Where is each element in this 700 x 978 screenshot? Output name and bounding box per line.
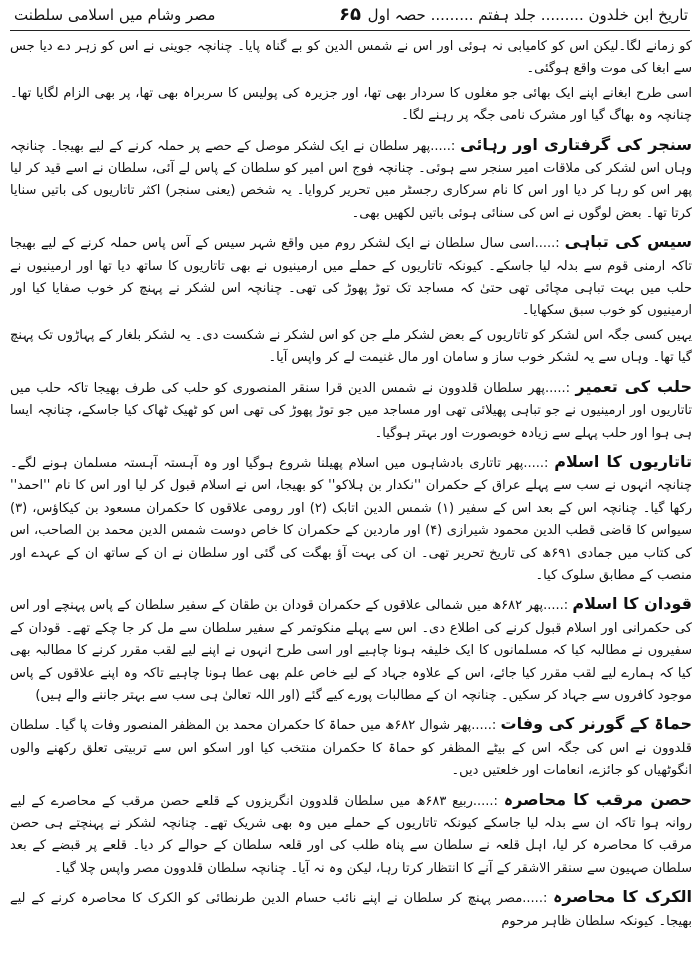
- paragraph: [10, 713, 692, 782]
- paragraph-text: :.....پھر شوال ۶۸۲ھ میں حماۃ کا حکمران محمد بن المظفر المنصور وفات پا گیا۔ سلطان قلدوون نے اس کی جگہ اس کے بیٹے المظفر کو حماۃ کا حکمران منتخب کیا اور اسکو اس سے تربیتی تعلق رکھنے والوں انگوٹھیاں کو جائزے، انعامات اور خلعتیں دیں۔: [10, 718, 692, 779]
- paragraph: [10, 325, 692, 370]
- paragraph: [10, 451, 692, 587]
- book-title: تاریخ ابن خلدون ......... جلد ہفتم ......... حصہ اول: [367, 6, 688, 24]
- section-heading: سیس کی تباہی: [564, 232, 692, 252]
- paragraph: [10, 231, 692, 323]
- paragraph: [10, 36, 692, 81]
- paragraph-text: کو زمانے لگا۔لیکن اس کو کامیابی نہ ہوئی اور اس نے شمس الدین کو بے گناہ پایا۔ چنانچہ جوینی نے اس کو زہر دے دیا جس سے ابغا کی موت واقع ہوگئی۔: [10, 39, 692, 77]
- paragraph-text: یہیں کسی جگہ اس لشکر کو تاتاریوں کے بعض لشکر ملے جن کو اس لشکر نے شکست دی۔ یہ لشکر بلغار کے پہاڑوں تک پہنچ گیا تھا۔ وہاں سے یہ لشکر خوب ساز و سامان اور مال غنیمت لے کر واپس آیا۔: [10, 327, 692, 366]
- paragraph-text: :.....پھر سلطان نے ایک لشکر موصل کے حصے پر حملہ کرنے کے لیے بھیجا۔ چنانچہ وہاں اس لشکر کی ملاقات امیر سنجر سے ہوئی۔ چنانچہ فوج اس امیر کو سلطان کے پاس لے آئی، سلطان نے اسے قید کر لیا پھر اس کو رہا کر دیا اور اس کا نام سرکاری رجسٹر میں تحریر کروایا۔ یہ شخص (یعنی سنجر) اکثر تاتاریوں کی باتیں سنایا کرتا تھا۔ بعض لوگوں نے اس کی سنائی ہوئی باتیں لکھیں بھی۔: [10, 138, 692, 221]
- paragraph-text: :.....پھر تاتاری بادشاہوں میں اسلام پھیلنا شروع ہوگیا اور وہ آہستہ آہستہ مسلمان ہونے لگے۔ چنانچہ انہوں نے سب سے پہلے عراق کے حکمران ''نکدار بن ہلاکو'' کو بھیجا، اس نے اسلام قبول کر لیا اور اس کا نام ''احمد'' رکھا گیا۔ چنانچہ اس کے بعد اس کے سفیر (۱) شمس الدین اتابک (۲) اور رومی علاقوں کا حکمران مسعود بن کیکاؤس، (۳) سیواس کا قاضی قطب الدین محمود شیرازی (۴) اور ماردین کے حکمران کا خاص دوست شمس الدین محمد بن الصاحب، اس کی کتاب میں جمادی ۶۹۱ھ کی تاریخ تحریر تھی۔ ان کی بہت آؤ بھگت کی گئی اور سلطان نے ان کے ساتھ ان کے عہدے اور منصب کے مطابق سلوک کیا۔: [10, 455, 692, 583]
- paragraph-text: :.....پھر ۶۸۲ھ میں شمالی علاقوں کے حکمران قودان بن طقان کے سفیر سلطان کے پاس پہنچے اور اس کی حکمرانی اور اسلام قبول کرنے کی اطلاع دی۔ اس سے پہلے منکوتمر کے سفیر سلطان سے مل کر جا چکے تھے۔ قودان کے سفیروں نے مطالبہ کیا کہ مسلمانوں کا ایک خلیفہ ہونا چاہیے اور اسی طرح انہوں نے اپنے لیے لقب مقرر کرنے کا مطالبہ بھی کیا کہ ہمارے لیے لقب مقرر کیا جائے، اس کے علاوہ جہاد کے لیے خاص علم بھی عطا ہونا چاہیے تاکہ وہ اپنے علاقوں کے پاس موجود کافروں سے جہاد کر سکیں۔ چنانچہ ان کے مطالبات پورے کیے گئے (اور اللہ تعالیٰ ہی سب سے بہتر جاننے والے ہیں): [10, 598, 692, 703]
- paragraph-text: :.....ربیع ۶۸۳ھ میں سلطان قلدوون انگریزوں کے قلعے حصن مرقب کے محاصرے کے لیے روانہ ہوا تاکہ ان سے بدلہ لیا جاسکے کیونکہ تاتاریوں کے حملے میں وہ بھی شریک تھے۔ چنانچہ لشکر نے پہنچتے ہی حصن مرقب کا محاصرہ کر لیا، اہل قلعہ نے سلطان سے پناہ طلب کی اور قلعہ سلطان کے حوالے کر دیا۔ قلعے پر قبضے کے بعد سلطان صہیون سے سنقر الاشقر کے آنے کا انتظار کرتا رہا، لیکن وہ نہ آیا۔ چنانچہ سلطان قلدوون مصر واپس چلا گیا۔: [10, 793, 692, 876]
- page-number: ۶۵: [339, 4, 361, 25]
- section-heading: الکرک کا محاصرہ: [553, 887, 692, 907]
- section-heading: قودان کا اسلام: [572, 594, 692, 614]
- section-heading: حماۃ کے گورنر کی وفات: [500, 714, 692, 734]
- paragraph: [10, 376, 692, 445]
- section-heading: سنجر کی گرفتاری اور رہائی: [460, 134, 692, 154]
- paragraph: [10, 593, 692, 707]
- page-header: [10, 4, 690, 31]
- section-heading: حلب کی تعمیر: [575, 376, 692, 396]
- section-heading: تاتاریوں کا اسلام: [554, 451, 692, 471]
- section-heading: حصن مرقب کا محاصرہ: [503, 789, 692, 809]
- paragraph-text: :.....پھر سلطان قلدوون نے شمس الدین قرا سنقر المنصوری کو حلب کی طرف بھیجا تاکہ حلب میں تاتاریوں اور ارمینیوں نے جو تباہی پھیلائی تھی اور مساجد میں جو توڑ پھوڑ کی تھی اس کو ٹھیک ٹھاک کیا جاسکے، چنانچہ ایسا ہی ہوا اور حلب پہلے سے زیادہ خوبصورت اور بہتر ہوگیا۔: [10, 380, 692, 441]
- paragraph-text: :.....اسی سال سلطان نے ایک لشکر روم میں واقع شہر سیس کے آس پاس حملہ کرنے کے لیے بھیجا تاکہ ارمنی قوم سے بدلہ لیا جاسکے۔ کیونکہ تاتاریوں کے حملے میں ارمینیوں نے بھی تاتاریوں کا ساتھ دیا تھا اور ارمینیوں نے حلب میں بہت تباہی مچائی تھی حتیٰ کہ مساجد تک توڑ پھوڑ کی تھی۔ چنانچہ اس لشکر نے پہنچ کر خوب صفایا کیا اور ارمینیوں کو خوب سبق سکھایا۔: [10, 236, 692, 319]
- chapter-title: مصر وشام میں اسلامی سلطنت: [14, 6, 216, 24]
- paragraph: [10, 83, 692, 128]
- paragraph: [10, 886, 692, 933]
- page-body: [10, 36, 692, 976]
- paragraph: [10, 789, 692, 881]
- paragraph-text: :.....مصر پہنچ کر سلطان نے اپنے نائب حسام الدین طرنطائی کو الکرک کا محاصرہ کرنے کے لیے بھیجا۔ کیونکہ سلطان ظاہر مرحوم: [10, 891, 692, 929]
- paragraph: [10, 134, 692, 226]
- paragraph-text: اسی طرح ابغانے اپنے ایک بھائی جو مغلوں کا سردار بھی تھا، اور جزیرہ کی پولیس کا سربراہ بھی تھا، پر بھی الزام لگایا تھا۔ چنانچہ وہ بھاگ گیا اور مشرک نامی جگہ پر رہنے لگا۔: [10, 85, 692, 124]
